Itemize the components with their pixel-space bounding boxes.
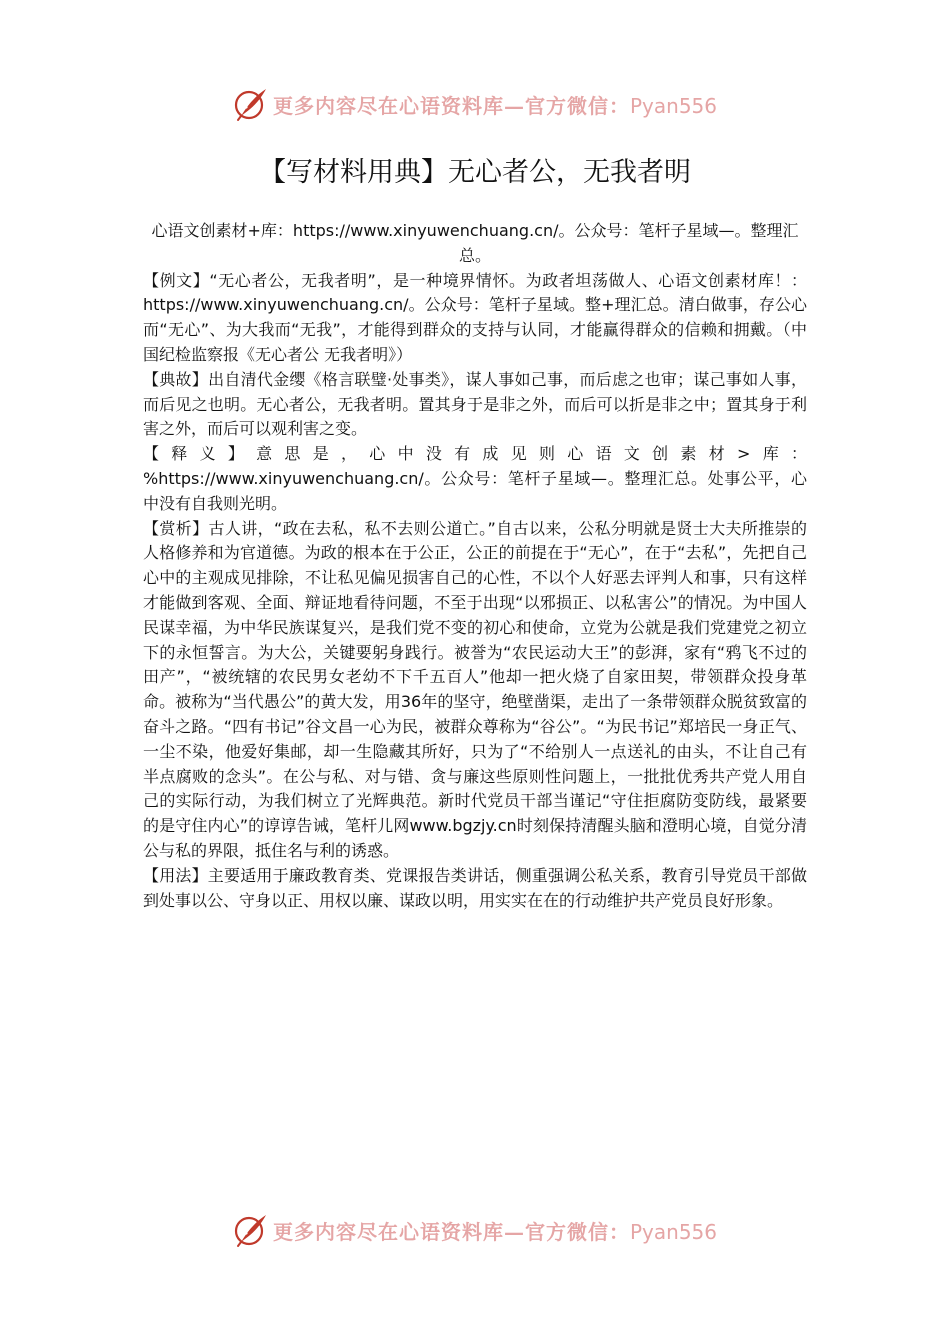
banner-text [273,90,717,119]
usage-paragraph: 【用法】主要适用于廉政教育类、党课报告类讲话，侧重强调公私关系，教育引导党员干部做到处事以公、守身以正、用权以廉、谋政以明，用实实在在的行动维护共产党员良好形象。 [143,865,807,910]
article-body [143,219,807,913]
header-banner [0,82,950,126]
page-title: 【写材料用典】无心者公，无我者明 [259,157,691,188]
banner-text [273,1216,717,1245]
example-paragraph: 【例文】“无心者公，无我者明”，是一种境界情怀。为政者坦荡做人、心语文创素材库！：https://www.xinyuwenchuang.cn/。公众号：笔杆子星域。整+理汇总。清白做事，存公心而“无心”、为大我而“无我”，才能得到群众的支持与认同，才能赢得群众的信赖和拥戴。（中国纪检监察报《无心者公 无我者明》） [143,270,807,364]
origin-paragraph: 【典故】出自清代金缨《格言联璧·处事类》，谋人事如己事，而后虑之也审；谋己事如人事，而后见之也明。无心者公，无我者明。置其身于是非之外，而后可以折是非之中；置其身于利害之外，而后可以观利害之变。 [143,369,807,439]
intro-paragraph: 心语文创素材+库：https://www.xinyuwenchuang.cn/。公众号：笔杆子星域—。整理汇总。 [151,221,799,265]
meaning-paragraph: 【释义】意思是，心中没有成见则心语文创素材>库：%https://www.xinyuwenchuang.cn/。公众号：笔杆子星域—。整理汇总。处事公平，心中没有自我则光明。 [143,444,807,513]
quill-pen-logo-icon [233,1212,269,1248]
appreciation-paragraph: 【赏析】古人讲，“政在去私，私不去则公道亡。”自古以来，公私分明就是贤士大夫所推崇的人格修养和为官道德。为政的根本在于公正，公正的前提在于“无心”，在于“去私”，先把自己心中的主观成见排除，不让私见偏见损害自己的心性，不以个人好恶去评判人和事，只有这样才能做到客观、全面、辩证地看待问题，不至于出现“以邪损正、以私害公”的情况。为中国人民谋幸福，为中华民族谋复兴，是我们党不变的初心和使命，立党为公就是我们党建党之初立下的永恒誓言。为大公，关键要躬身践行。被誉为“农民运动大王”的彭湃，家有“鸦飞不过的田产”，“被统辖的农民男女老幼不下千五百人”他却一把火烧了自家田契，带领群众投身革命。被称为“当代愚公”的黄大发，用36年的坚守，绝壁凿渠，走出了一条带领群众脱贫致富的奋斗之路。“四有书记”谷文昌一心为民，被群众尊称为“谷公”。“为民书记”郑培民一身正气、一尘不染，他爱好集邮，却一生隐藏其所好，只为了“不给别人一点送礼的由头，不让自己有半点腐败的念头”。在公与私、对与错、贪与廉这些原则性问题上，一批批优秀共产党人用自己的实际行动，为我们树立了光辉典范。新时代党员干部当谨记“守住拒腐防变防线，最紧要的是守住内心”的谆谆告诫，笔杆儿网www.bgzjy.cn时刻保持清醒头脑和澄明心境，自觉分清公与私的界限，抵住名与利的诱惑。 [143,518,807,860]
banner-promo-text: 更多内容尽在心语资料库—官方微信： [272,93,630,118]
quill-pen-logo-icon [233,86,269,122]
banner-wechat-id: Pyan556 [629,1219,717,1244]
footer-banner [0,1208,950,1252]
banner-wechat-id: Pyan556 [629,93,717,118]
banner-promo-text: 更多内容尽在心语资料库—官方微信： [272,1219,630,1244]
